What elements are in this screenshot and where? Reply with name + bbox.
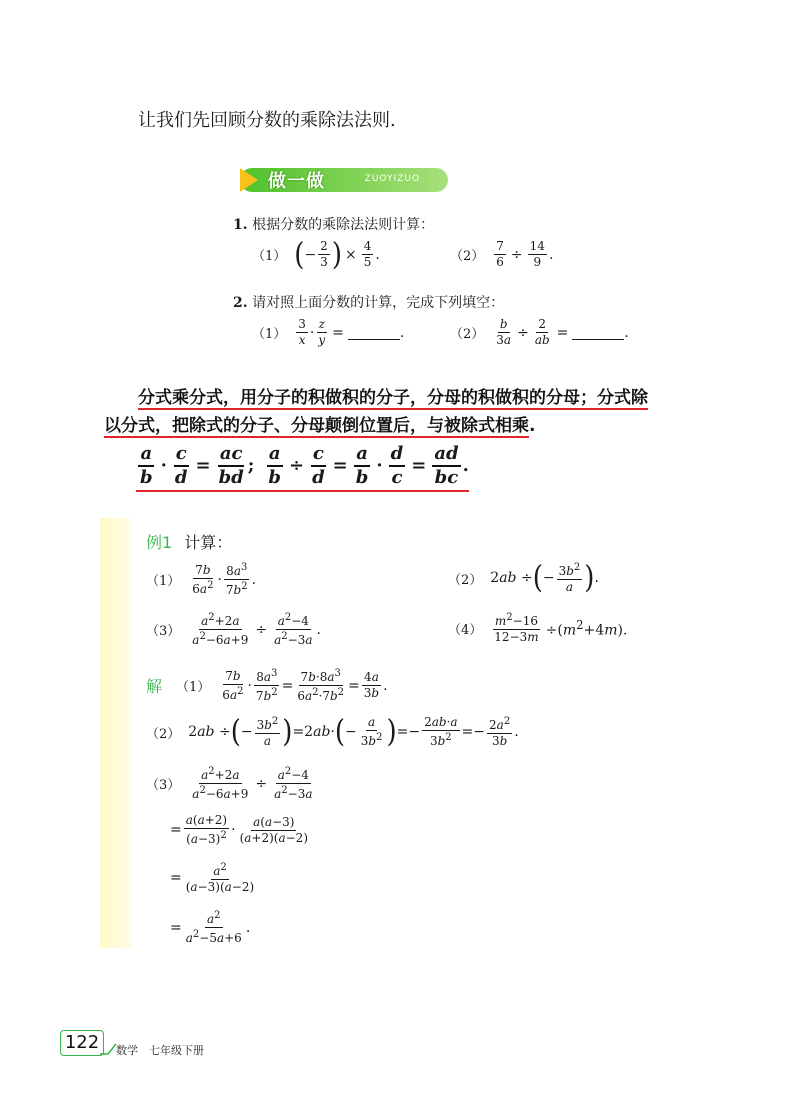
banner-pinyin: ZUOYIZUO — [364, 174, 420, 184]
question-2-number: 2. — [233, 295, 248, 311]
question-1 — [233, 214, 434, 234]
footer-book-title: 数学 七年级下册 — [116, 1044, 204, 1057]
solution-3-line-4: = $\frac{a^2}{a^2-5a+6}$ . — [170, 910, 251, 946]
question-1-text: 根据分数的乘除法法则计算： — [252, 217, 435, 233]
banner-title: 做一做 — [268, 171, 325, 192]
question-2 — [233, 292, 504, 312]
solution-1: 解 （1） $\frac{7b}{6a^2}$ · $\frac{8a^3}{7b^2}$ = $\frac{7b\cdot 8a^3}{6a^2\cdot 7b^2}$ = $\frac{4a}{3b}$ . — [146, 668, 388, 704]
blank-field[interactable] — [572, 325, 624, 340]
rule-statement — [138, 384, 708, 412]
example-problem-3: （3） $\frac{a^2+2a}{a^2-6a+9}$ ÷ $\frac{a^2-4}{a^2-3a}$ . — [146, 612, 321, 648]
activity-banner — [232, 166, 450, 194]
part-label: （2） — [450, 327, 485, 343]
rule-formula: $\frac{a}{b}$ · $\frac{c}{d}$ = $\frac{ac}{bd}$ ; $\frac{a}{b}$ ÷ $\frac{c}{d}$ = $\frac{a}{b}$ · $\frac{d}{c}$ = $\frac{ad}{bc}$ . — [136, 444, 469, 492]
rule-line-2: 以分式，把除式的分子、分母颠倒位置后，与被除式相乘 — [104, 416, 529, 436]
part-label: （1） — [252, 327, 287, 343]
solution-2: （2） 2ab ÷ ( − $\frac{3b^2}{a}$ ) =2ab· ( − $\frac{a}{3b^2}$ ) =− $\frac{2ab\cdot a}{3b^2}$ =− $\frac{2a^2}{3b}$ . — [146, 714, 519, 751]
example-problem-1: （1） $\frac{7b}{6a^2}$ · $\frac{8a^3}{7b^2}$ . — [146, 562, 257, 598]
example-sidebar — [100, 518, 132, 948]
example-label: 例1 — [146, 533, 173, 552]
question-1-part-1: （1） ( − $\frac{2}{3}$ ) × $\frac{4}{5}$ . — [252, 236, 380, 273]
example-header — [146, 530, 232, 553]
question-2-part-1: （1） $\frac{3}{x}$ · $\frac{z}{y}$ = . — [252, 317, 405, 348]
solution-3-line-3: = $\frac{a^2}{(a-3)(a-2)}$ — [170, 862, 255, 895]
question-1-part-2: （2） $\frac{7}{6}$ ÷ $\frac{14}{9}$ . — [450, 239, 554, 270]
question-2-text: 请对照上面分数的计算，完成下列填空： — [252, 295, 505, 311]
part-label: （2） — [450, 249, 485, 265]
question-2-part-2: （2） $\frac{b}{3a}$ ÷ $\frac{2}{ab}$ = . — [450, 317, 629, 348]
solution-label: 解 — [146, 677, 163, 697]
blank-field[interactable] — [348, 325, 400, 340]
rule-line-1: 分式乘分式，用分子的积做积的分子，分母的积做积的分母；分式除 — [138, 388, 648, 408]
page-number: 122 — [60, 1030, 104, 1056]
example-problem-4: （4） $\frac{m^2-16}{12-3m}$ $\div(m^2+4m)$. — [448, 612, 628, 645]
question-1-number: 1. — [233, 217, 248, 233]
rule-statement-2: 以分式，把除式的分子、分母颠倒位置后，与被除式相乘. — [104, 416, 536, 436]
part-label: （1） — [252, 249, 287, 265]
example-problem-2: （2） 2ab ÷ ( − $\frac{3b^2}{a}$ ) . — [448, 560, 599, 597]
solution-3-line-2: = $\frac{a(a+2)}{(a-3)^2}$ · $\frac{a(a-3)}{(a+2)(a-2)}$ — [170, 813, 308, 847]
example-task: 计算： — [184, 533, 233, 552]
intro-text: 让我们先回顾分数的乘除法法则. — [138, 110, 396, 131]
solution-3-line-1: （3） $\frac{a^2+2a}{a^2-6a+9}$ ÷ $\frac{a^2-4}{a^2-3a}$ — [146, 766, 313, 802]
